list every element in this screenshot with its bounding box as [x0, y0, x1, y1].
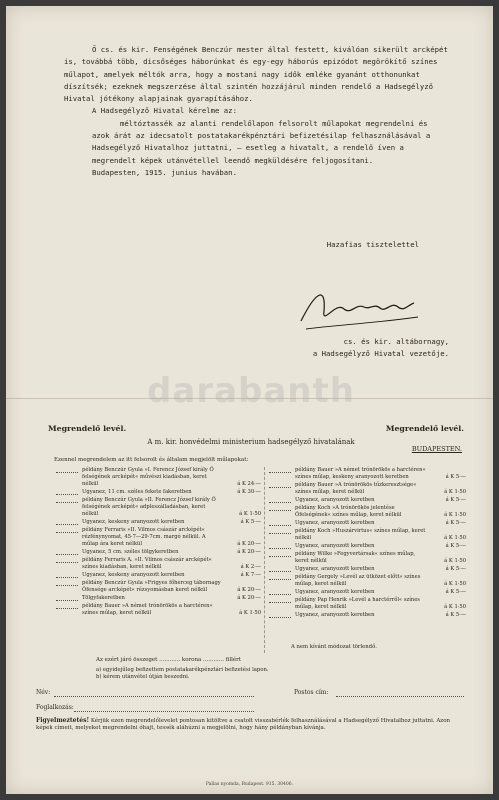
order-item[interactable] [269, 482, 466, 496]
order-item[interactable] [269, 497, 466, 504]
order-item-price: á K 5·— [445, 589, 466, 596]
order-item-price: á K 1·50 [239, 609, 261, 616]
order-item[interactable] [56, 557, 261, 571]
payment-note: A nem kívánt módozat törlendő. [291, 644, 377, 650]
letter-paragraph-3: méltóztassék az alanti rendelőlapon felsorolt műlapokat megrendelni és azok árát az idecsatolt postatakarékpénztári befizetésilap felhasználásával a Hadsegélyző Hivatalhoz juttatni, — esetleg a hivatalt, a rendelő íven a megrendelt képek utánvétellel leendő megküldésére feljogosítani. [92, 118, 431, 165]
order-item-text: Ugyanez, 11 cm. széles fekete fakeretben [82, 488, 192, 495]
name-field[interactable] [54, 690, 254, 697]
order-item-price: á K 5·— [445, 612, 466, 619]
signer-title: a Hadsegélyző Hivatal vezetője. [312, 349, 449, 359]
order-item-text: példány Bauer »A német trónörökös a harctéren« színes műlap, keskeny aranyozott keretben [295, 466, 426, 480]
signer-rank: cs. és kir. altábornagy, [343, 337, 449, 346]
form-header [36, 426, 466, 438]
order-item[interactable] [56, 603, 261, 617]
order-item[interactable] [56, 595, 261, 602]
name-label: Név: [36, 689, 51, 697]
order-item[interactable] [269, 566, 466, 573]
order-item-price: á K 5·— [445, 566, 466, 572]
notice-text: Kérjük ezen megrendelőlevelet pontosan kitöltve a csatolt visszabérlék felhasználásával a Hadsegélyző Hivatalhoz juttatni. Azon képek címeit, melyeket megrendelni óhajt, tessék aláhúzni a megjelölni, hogy hány példányban kívánja. [36, 718, 451, 732]
occupation-row [36, 705, 466, 714]
order-item-price: á K 24·— [237, 480, 261, 487]
order-item-price: á K 1·50 [444, 534, 466, 541]
letter-paragraph-1: Ő cs. és kir. Fenségének Benczúr mester által festett, kiválóan sikerült arcképét is, továbbá több, dicsőséges háborúnkat és egy-egy háborús epizódot megörökítő színes műlapot, amelyek méltók arra, hogy a mostani nagy idők emléke gyanánt otthonunkat díszítsék; ezeknek megszerzése által szintén hozzájárul minden rendelő a Hadsegélyző Hivatal jótékony alapjainak gyarapításához. [64, 45, 448, 104]
order-item-price: á K 5·— [445, 519, 466, 526]
order-item-text: Tölgyfakeretben [82, 594, 125, 601]
order-item-price: á K 1·50 [444, 557, 466, 564]
order-item-text: példány Bauer »A trónörökös tűzkeresztsége« színes műlap, keret nélkül [295, 481, 417, 495]
order-item-text: példány Benczúr Gyula »Frigyes főherceg tábornagy Őfensége arcképét« rézsyomásban keret nélkül [82, 579, 221, 593]
order-item-text: példány Benczúr Gyula »II. Ferencz József király Ő felségének arcképét« adpleszálladásban, keret nélkül [82, 496, 216, 517]
order-item-price: á K 1·50 [239, 510, 261, 517]
document-sheet [6, 6, 493, 794]
order-item-price: á K 30·— [237, 488, 261, 495]
occupation-field[interactable] [74, 705, 254, 712]
order-items-right [269, 467, 466, 621]
order-item[interactable] [269, 574, 466, 588]
payment-option-b[interactable]: b) kérem utánvétel útján beszedni. [96, 673, 190, 680]
order-item-text: Ugyanez, aranyozott keretben [295, 566, 375, 572]
order-item-text: példány Koch »A trónörökös jelentése Őfelségének« színes műlap, keret nélkül [295, 504, 402, 518]
order-item-price: á K 2·— [240, 563, 261, 570]
order-item-text: Ugyanez, aranyozott keretben [295, 519, 375, 526]
order-items [36, 467, 466, 653]
order-item[interactable] [56, 497, 261, 518]
letter-signer [64, 336, 449, 361]
order-item[interactable] [56, 467, 261, 488]
total-line[interactable]: Az ezért járó összeget ............ korona ............ fillért [96, 656, 242, 663]
order-item-text: példány Ferraris »II. Vilmos császár arcképét« rézfénynyomat, 45·7—29·7cm. margó nélkül. A műlap ára keret nélkül [82, 526, 206, 547]
order-item-price: á K 20·— [237, 548, 261, 555]
order-item-text: példány Bauer »A német trónörökös a harctéren« színes műlap, keret nélkül [82, 602, 213, 616]
order-item[interactable] [56, 572, 261, 579]
watermark: darabanth [147, 371, 355, 411]
postal-label: Postos cím: [294, 689, 329, 697]
order-item[interactable] [56, 489, 261, 496]
order-item-text: Ugyanez, aranyozott keretben [295, 496, 375, 503]
order-item-text: Ugyanez, 5 cm. széles tölgykeretben [82, 548, 179, 555]
order-form [36, 426, 466, 732]
form-label-right: Megrendelő levél. [385, 424, 464, 433]
order-item-text: példány Benczúr Gyula »I. Ferencz József király Ő felségének arcképét« művészi kiadásban, keret nélkül [82, 466, 214, 487]
payment-option-a[interactable]: a) egyidejűleg befizettem postatakarékpénztári befizetési lapon. [96, 666, 269, 673]
order-item-price: á K 1·50 [444, 488, 466, 495]
order-item[interactable] [269, 543, 466, 550]
order-item-price: á K 20·— [237, 586, 261, 593]
letter-date: Budapesten, 1915. junius havában. [92, 167, 237, 177]
order-item-text: Ugyanez, keskeny aranyozott keretben [82, 571, 185, 578]
order-item[interactable] [56, 527, 261, 548]
order-item[interactable] [56, 549, 261, 556]
notice-label: Figyelmeztetés! [36, 717, 90, 725]
order-item[interactable] [269, 528, 466, 542]
occupation-label: Foglalkozás: [36, 704, 74, 712]
notice [36, 717, 466, 732]
payment-options [96, 667, 466, 681]
address-row [36, 690, 466, 699]
order-item[interactable] [269, 467, 466, 481]
order-item-text: Ugyanez, aranyozott keretben [295, 542, 375, 549]
order-item-price: á K 1·50 [444, 581, 466, 587]
order-items-left [56, 467, 261, 618]
order-item-text: példány Koch »Huszárvirtus« színes műlap, keret nélkül [295, 527, 426, 541]
order-item[interactable] [269, 520, 466, 527]
order-item-price: á K 5·— [445, 496, 466, 503]
order-item[interactable] [56, 580, 261, 594]
order-item-price: á K 5·— [240, 518, 261, 525]
order-item-price: á K 20·— [237, 594, 261, 601]
printer-imprint: Pallas nyomda, Budapest. 915. 30406. [205, 782, 294, 787]
order-item[interactable] [269, 505, 466, 519]
order-item-price: á K 5·— [445, 473, 466, 480]
order-item-price: á K 7·— [240, 571, 261, 578]
letter-paragraph-2: A Hadsegélyző Hivatal kérelme az: [92, 106, 237, 116]
form-city: BUDAPESTEN. [411, 444, 462, 453]
handwritten-signature [296, 281, 426, 341]
order-item-price: á K 1·50 [444, 511, 466, 518]
order-item-price: á K 5·— [445, 542, 466, 549]
order-item[interactable] [56, 519, 261, 526]
form-addressee: A m. kir. honvédelmi ministerium hadsegélyző hivatalának [147, 438, 355, 446]
order-item-text: példány Ferraris A. »II. Vilmos császár arcképét« színes kiadásban, keret nélkül [82, 556, 212, 570]
order-item-price: á K 1·50 [444, 604, 466, 611]
order-item[interactable] [269, 589, 466, 596]
postal-field[interactable] [336, 690, 464, 697]
form-intro: Ezennel megrendelem az itt felsorolt és általam megjelölt műlapokat: [54, 456, 249, 463]
order-item[interactable] [269, 551, 466, 565]
order-item-text: Ugyanez, aranyozott keretben [295, 612, 375, 619]
letter-greeting [64, 239, 449, 251]
order-item-text: példány Gergely »Levél az ütközet előtt« színes műlap, keret nélkül [295, 574, 421, 587]
order-item[interactable] [269, 597, 466, 611]
column-divider [264, 467, 266, 653]
order-item[interactable] [269, 612, 466, 619]
order-item-price: á K 20·— [237, 540, 261, 547]
greeting-text: Hazafias tisztelettel [326, 240, 419, 249]
order-item-text: Ugyanez, aranyozott keretben [295, 589, 375, 596]
letter-body [64, 44, 449, 179]
order-item-text: példány Pap Henrik »Levél a harctérről« színes műlap, keret nélkül [295, 597, 420, 611]
order-item-text: példány Wilke »Fegyvertársak« színes műlap, keret nélkül [295, 551, 416, 564]
form-label-left: Megrendelő levél. [48, 424, 127, 433]
order-item-text: Ugyanez, keskeny aranyozott keretben [82, 518, 185, 525]
